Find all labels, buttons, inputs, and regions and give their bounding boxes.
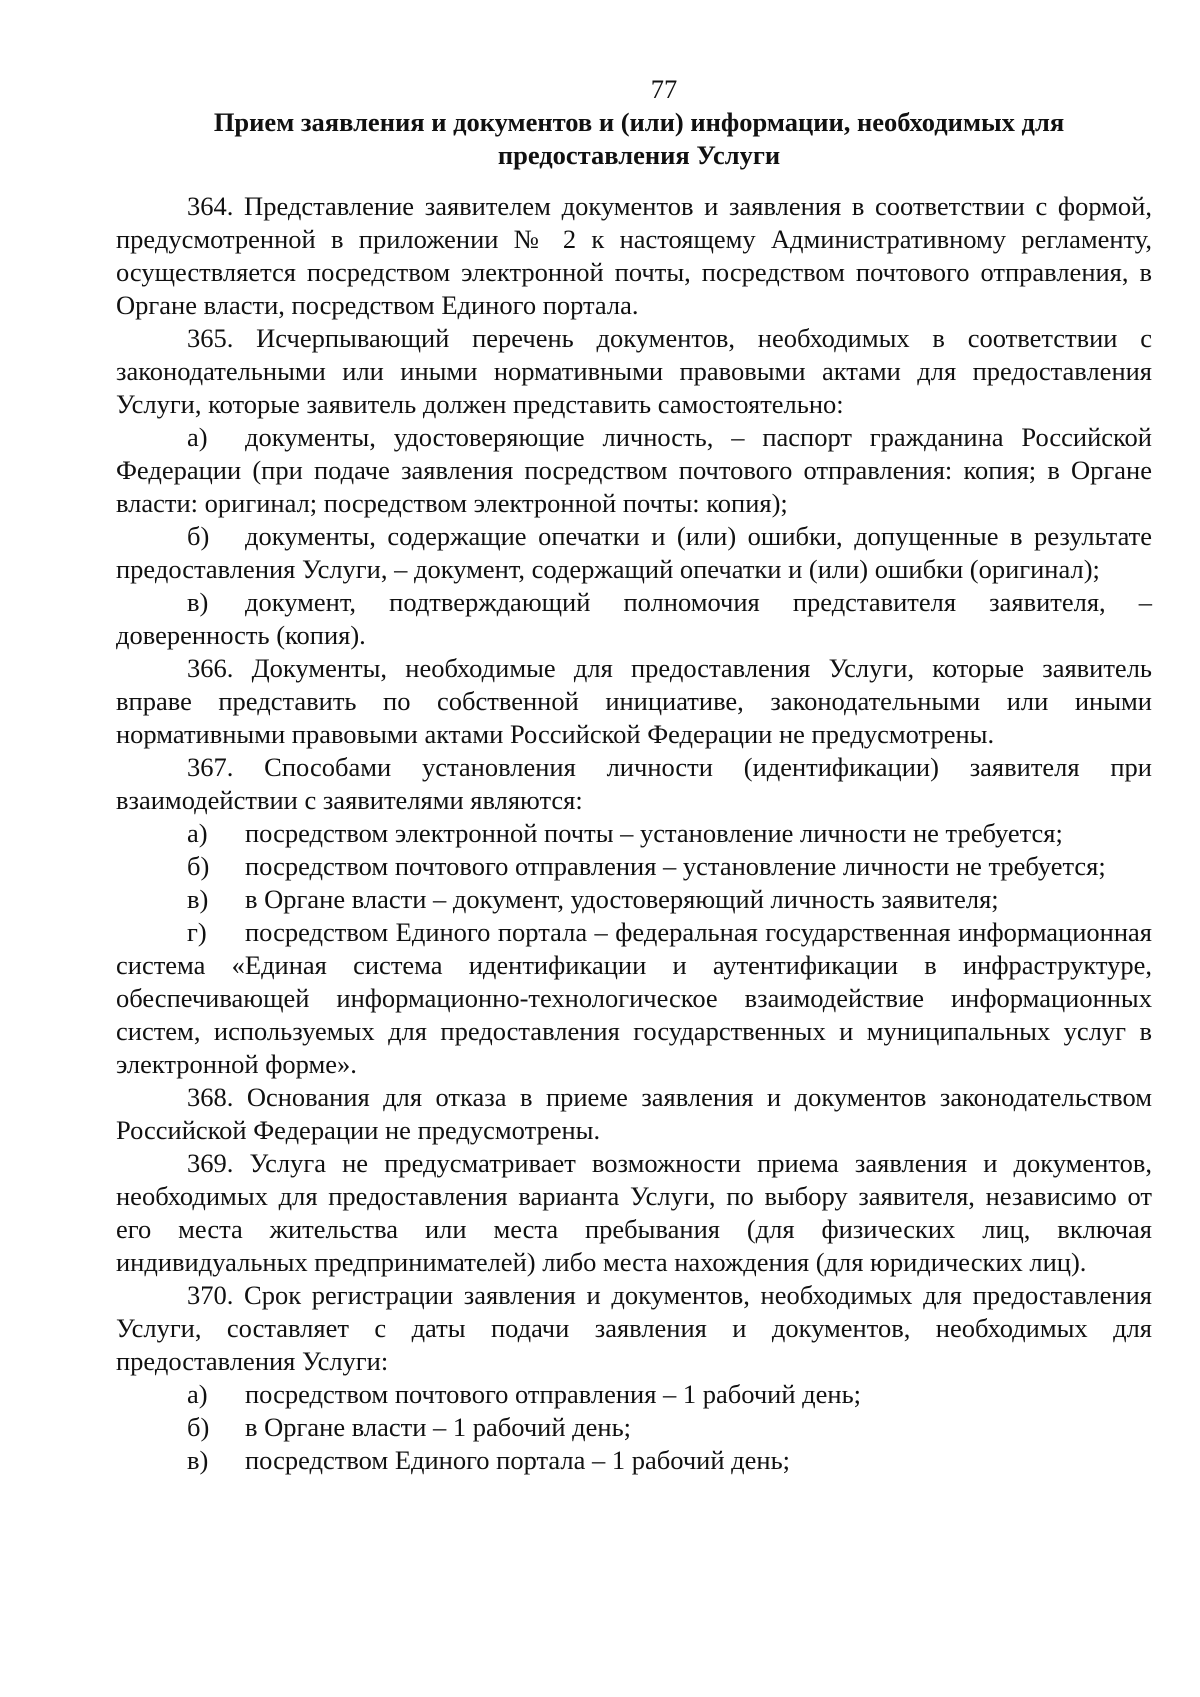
paragraph: 368. Основания для отказа в приеме заявления и документов законодательством Российской Федерации не предусмотрены.: [116, 1082, 1152, 1145]
list-item: [116, 421, 1152, 520]
section-title-line: предоставления Услуги: [497, 140, 781, 170]
document-body: [116, 190, 1152, 1477]
list-item-marker: а): [187, 818, 208, 848]
list-item: [116, 1411, 1152, 1444]
list-item: [116, 1378, 1152, 1411]
list-item-text: документы, удостоверяющие личность, – паспорт гражданина Российской Федерации (при подаче заявления посредством почтового отправления: копия; в Органе власти: оригинал; посредством электронной почты: копия);: [116, 422, 1152, 518]
paragraph: 369. Услуга не предусматривает возможности приема заявления и документов, необходимых для предоставления варианта Услуги, по выбору заявителя, независимо от его места жительства или места пребывания (для физических лиц, включая индивидуальных предпринимателей) либо места нахождения (для юридических лиц).: [116, 1148, 1152, 1277]
list-item-text: посредством Единого портала – федеральная государственная информационная система «Единая система идентификации и аутентификации в инфраструктуре, обеспечивающей информационно-технологическое взаимодействие информационных систем, используемых для предоставления государственных и муниципальных услуг в электронной форме».: [116, 917, 1152, 1079]
list-item-marker: а): [187, 422, 208, 452]
list-item-marker: а): [187, 1379, 208, 1409]
list-item: [116, 883, 1152, 916]
list-item: [116, 586, 1152, 652]
paragraph: 364. Представление заявителем документов и заявления в соответствии с формой, предусмотренной в приложении № 2 к настоящему Административному регламенту, осуществляется посредством электронной почты, посредством почтового отправления, в Органе власти, посредством Единого портала.: [116, 191, 1152, 320]
list-item: [116, 916, 1152, 1081]
list-item: [116, 520, 1152, 586]
list-item-text: посредством Единого портала – 1 рабочий день;: [245, 1445, 791, 1475]
paragraph: 365. Исчерпывающий перечень документов, необходимых в соответствии с законодательными или иными нормативными правовыми актами для предоставления Услуги, которые заявитель должен представить самостоятельно:: [116, 323, 1152, 419]
list-item-text: в Органе власти – документ, удостоверяющий личность заявителя;: [245, 884, 999, 914]
page-number: 77: [650, 74, 678, 104]
list-item-marker: в): [187, 587, 209, 617]
list-item: [116, 850, 1152, 883]
section-title-line: Прием заявления и документов и (или) информации, необходимых для: [213, 107, 1065, 137]
list-item-text: посредством почтового отправления – установление личности не требуется;: [245, 851, 1106, 881]
list-item-marker: б): [187, 521, 210, 551]
list-item: [116, 1444, 1152, 1477]
list-item-text: посредством почтового отправления – 1 рабочий день;: [245, 1379, 862, 1409]
paragraph: 370. Срок регистрации заявления и документов, необходимых для предоставления Услуги, составляет с даты подачи заявления и документов, необходимых для предоставления Услуги:: [116, 1280, 1152, 1376]
list-item-marker: в): [187, 1445, 209, 1475]
list-item-text: документы, содержащие опечатки и (или) ошибки, допущенные в результате предоставления Услуги, – документ, содержащий опечатки и (или) ошибки (оригинал);: [116, 521, 1152, 584]
list-item-marker: б): [187, 1412, 210, 1442]
list-item-marker: г): [187, 917, 207, 947]
list-item-text: документ, подтверждающий полномочия представителя заявителя, – доверенность (копия).: [116, 587, 1152, 650]
list-item-text: в Органе власти – 1 рабочий день;: [245, 1412, 632, 1442]
list-item-text: посредством электронной почты – установление личности не требуется;: [245, 818, 1063, 848]
paragraph: 367. Способами установления личности (идентификации) заявителя при взаимодействии с заявителями являются:: [116, 752, 1152, 815]
list-item: [116, 817, 1152, 850]
list-item-marker: в): [187, 884, 209, 914]
section-title: [116, 106, 1152, 172]
paragraph: 366. Документы, необходимые для предоставления Услуги, которые заявитель вправе представить по собственной инициативе, законодательными или иными нормативными правовыми актами Российской Федерации не предусмотрены.: [116, 653, 1152, 749]
list-item-marker: б): [187, 851, 210, 881]
